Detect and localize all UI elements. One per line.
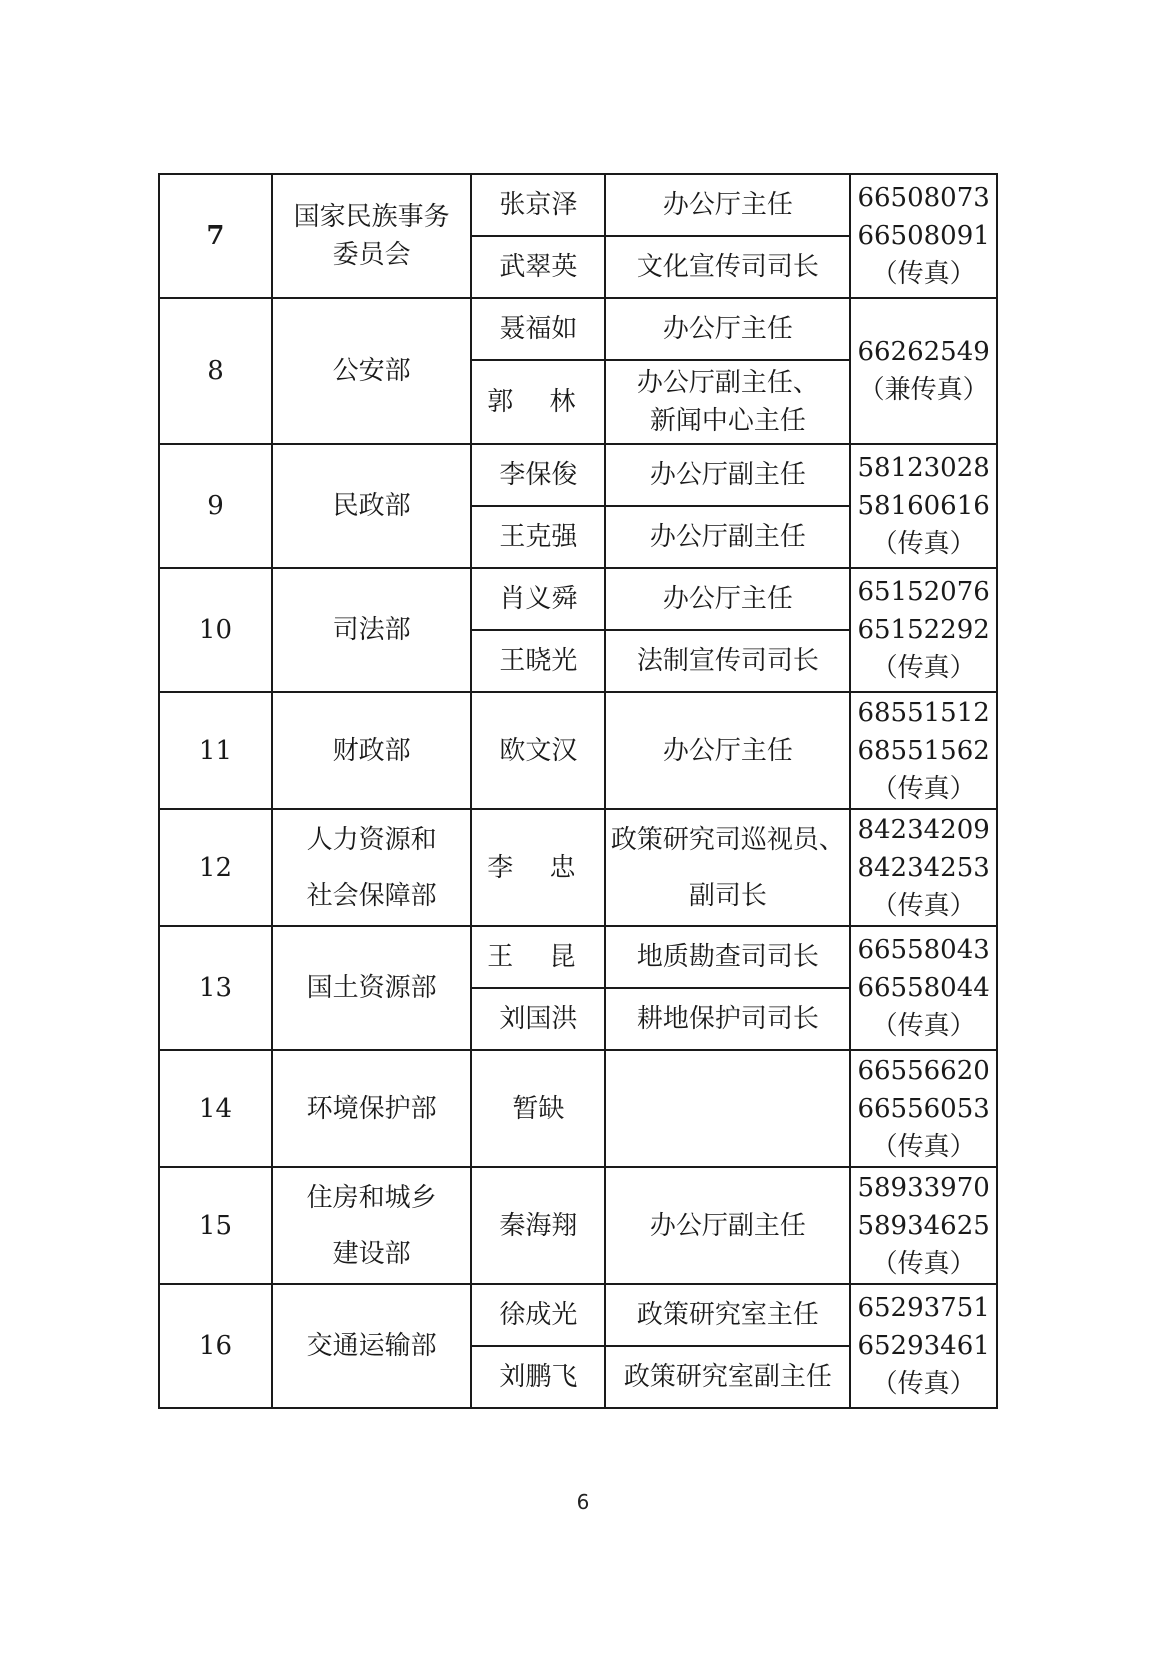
department-name-line: 委员会: [332, 240, 411, 270]
department-name: [272, 568, 471, 692]
department-name-line: 社会保障部: [306, 880, 437, 911]
contact-name: 秦海翔: [471, 1167, 605, 1284]
phone-numbers: [850, 692, 997, 809]
phone-line: 66508073: [857, 183, 990, 213]
contact-name: 暂缺: [471, 1050, 605, 1167]
row-number: 15: [159, 1167, 272, 1284]
contact-title: 地质勘查司司长: [605, 926, 850, 988]
table-row: [159, 174, 997, 236]
contact-name: 刘国洪: [471, 988, 605, 1050]
phone-line: 68551512: [857, 697, 990, 728]
table-row: [159, 1050, 997, 1167]
phone-line: （传真）: [871, 773, 976, 804]
contact-title: 办公厅主任: [605, 174, 850, 236]
phone-numbers: [850, 809, 997, 926]
phone-line: 65152292: [857, 615, 990, 645]
phone-line: 65152076: [857, 577, 990, 607]
contact-title: 政策研究室主任: [605, 1284, 850, 1346]
department-name: [272, 1050, 471, 1167]
contact-title: 办公厅副主任: [605, 444, 850, 506]
department-name: [272, 444, 471, 568]
row-number: 10: [159, 568, 272, 692]
table-row: [159, 926, 997, 988]
phone-line: 58123028: [857, 453, 990, 483]
department-name-line: 人力资源和: [306, 824, 437, 855]
phone-line: （传真）: [871, 653, 976, 683]
phone-numbers: [850, 174, 997, 298]
contact-title: 办公厅主任: [605, 692, 850, 809]
row-number: 9: [159, 444, 272, 568]
row-number: 8: [159, 298, 272, 444]
contact-title: 法制宣传司司长: [605, 630, 850, 692]
phone-line: （传真）: [871, 1131, 976, 1162]
contact-title: 办公厅副主任: [605, 1167, 850, 1284]
department-name: [272, 1284, 471, 1408]
phone-line: （兼传真）: [858, 375, 989, 405]
table-row: [159, 444, 997, 506]
contact-name: 王晓光: [471, 630, 605, 692]
contact-name: 武翠英: [471, 236, 605, 298]
contact-title: 政策研究室副主任: [605, 1346, 850, 1408]
phone-line: （传真）: [871, 890, 976, 921]
row-number: 11: [159, 692, 272, 809]
contact-name: 肖义舜: [471, 568, 605, 630]
phone-numbers: [850, 1167, 997, 1284]
department-name-line: 财政部: [332, 735, 411, 766]
phone-line: （传真）: [871, 529, 976, 559]
row-number: 12: [159, 809, 272, 926]
phone-line: 84234209: [857, 814, 990, 845]
contact-table: [158, 173, 998, 1409]
table-row: [159, 298, 997, 360]
department-name-line: 环境保护部: [306, 1093, 437, 1124]
row-number: 13: [159, 926, 272, 1050]
phone-line: （传真）: [871, 259, 976, 289]
phone-line: 66558044: [857, 973, 990, 1003]
contact-name: 张京泽: [471, 174, 605, 236]
phone-line: 66262549: [857, 337, 990, 367]
department-name: [272, 174, 471, 298]
contact-table-body: [159, 174, 997, 1408]
phone-line: 66556620: [857, 1055, 990, 1086]
department-name: [272, 298, 471, 444]
contact-name: 刘鹏飞: [471, 1346, 605, 1408]
department-name: [272, 926, 471, 1050]
phone-line: （传真）: [871, 1011, 976, 1041]
phone-line: （传真）: [871, 1248, 976, 1279]
contact-title-line: 新闻中心主任: [649, 406, 806, 436]
department-name-line: 住房和城乡: [306, 1182, 437, 1213]
department-name-line: 公安部: [332, 356, 411, 386]
department-name-line: 司法部: [332, 615, 411, 645]
phone-line: 58934625: [857, 1210, 990, 1241]
contact-name: 郭 林: [471, 360, 605, 444]
contact-title-line: 副司长: [688, 880, 767, 911]
department-name: [272, 1167, 471, 1284]
phone-numbers: [850, 568, 997, 692]
phone-line: 66556053: [857, 1093, 990, 1124]
row-number: 16: [159, 1284, 272, 1408]
department-name-line: 建设部: [332, 1238, 411, 1269]
table-row: [159, 1284, 997, 1346]
phone-line: 84234253: [857, 852, 990, 883]
contact-title: [605, 809, 850, 926]
department-name: [272, 809, 471, 926]
department-name: [272, 692, 471, 809]
contact-title: [605, 360, 850, 444]
phone-line: 58160616: [857, 491, 990, 521]
table-row: [159, 1167, 997, 1284]
phone-line: 66508091: [857, 221, 990, 251]
contact-name: 欧文汉: [471, 692, 605, 809]
department-name-line: 国家民族事务: [293, 202, 450, 232]
department-name-line: 民政部: [332, 491, 411, 521]
phone-numbers: [850, 1050, 997, 1167]
phone-line: 65293461: [857, 1331, 990, 1361]
page-number: 6: [576, 1490, 590, 1514]
contact-title: 耕地保护司司长: [605, 988, 850, 1050]
contact-title-line: 政策研究司巡视员、: [610, 824, 845, 855]
table-row: [159, 568, 997, 630]
contact-name: 李 忠: [471, 809, 605, 926]
table-row: [159, 809, 997, 926]
department-name-line: 国土资源部: [306, 973, 437, 1003]
contact-title: 办公厅主任: [605, 568, 850, 630]
contact-title-line: 办公厅副主任、: [636, 368, 819, 398]
contact-title: 文化宣传司司长: [605, 236, 850, 298]
phone-line: 58933970: [857, 1172, 990, 1203]
contact-name: 李保俊: [471, 444, 605, 506]
table-row: [159, 692, 997, 809]
contact-name: 王 昆: [471, 926, 605, 988]
contact-name: 徐成光: [471, 1284, 605, 1346]
contact-title: 办公厅主任: [605, 298, 850, 360]
contact-title: 办公厅副主任: [605, 506, 850, 568]
phone-line: （传真）: [871, 1369, 976, 1399]
contact-name: 王克强: [471, 506, 605, 568]
contact-title: [605, 1050, 850, 1167]
row-number: 14: [159, 1050, 272, 1167]
contact-name: 聂福如: [471, 298, 605, 360]
phone-numbers: [850, 298, 997, 444]
phone-line: 68551562: [857, 735, 990, 766]
phone-line: 66558043: [857, 935, 990, 965]
phone-numbers: [850, 926, 997, 1050]
department-name-line: 交通运输部: [306, 1331, 437, 1361]
row-number: 7: [159, 174, 272, 298]
phone-line: 65293751: [857, 1293, 990, 1323]
phone-numbers: [850, 1284, 997, 1408]
phone-numbers: [850, 444, 997, 568]
